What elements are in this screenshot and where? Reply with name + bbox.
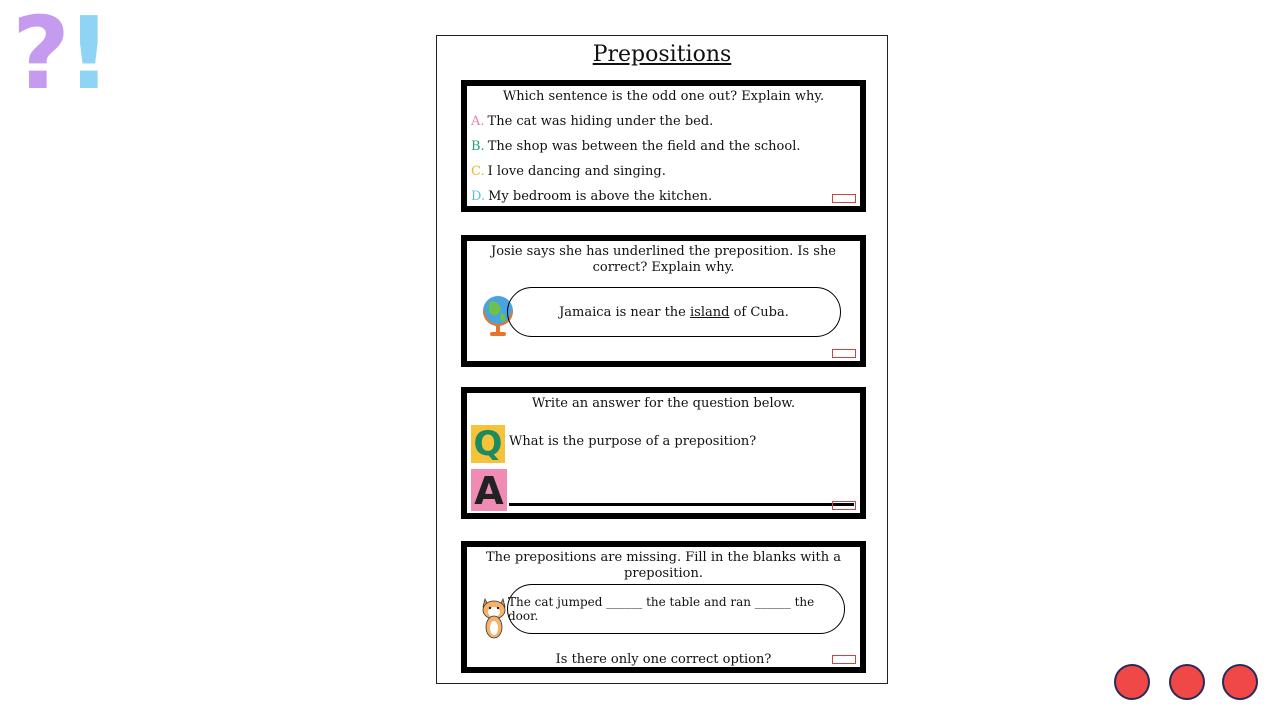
card-odd-one-out <box>461 80 866 212</box>
option-text: I love dancing and singing. <box>487 164 666 179</box>
option-text: My bedroom is above the kitchen. <box>488 189 713 204</box>
card-fill-blanks <box>461 541 866 673</box>
cat-icon <box>479 595 509 639</box>
q-letter-icon: Q <box>471 425 505 463</box>
brand-logo <box>832 655 856 664</box>
option-c <box>471 164 666 179</box>
option-letter: C. <box>471 164 485 179</box>
option-letter: B. <box>471 139 485 154</box>
exclamation-glyph: ! <box>66 0 108 112</box>
card-question: Which sentence is the odd one out? Explain why. <box>502 89 825 104</box>
question-exclamation-decoration <box>12 0 108 112</box>
option-a <box>471 114 713 129</box>
nav-dot-3[interactable] <box>1222 664 1258 700</box>
nav-dot-1[interactable] <box>1114 664 1150 700</box>
nav-dot-2[interactable] <box>1169 664 1205 700</box>
brand-logo <box>832 194 856 203</box>
brand-logo <box>832 501 856 510</box>
sentence-bubble <box>507 584 845 634</box>
card-underlined-preposition <box>461 235 866 367</box>
option-text: The cat was hiding under the bed. <box>487 114 714 129</box>
worksheet-page <box>436 35 888 684</box>
card-write-answer <box>461 387 866 519</box>
card-instruction: Write an answer for the question below. <box>531 396 796 411</box>
option-letter: A. <box>471 114 485 129</box>
followup-question: Is there only one correct option? <box>555 652 772 667</box>
sentence-start: Jamaica is near the <box>559 304 691 320</box>
option-b <box>471 139 801 154</box>
a-letter-icon: A <box>471 469 507 511</box>
answer-line[interactable] <box>509 503 854 506</box>
sentence-bubble <box>507 287 841 337</box>
option-d <box>471 189 712 204</box>
card-instruction: The prepositions are missing. Fill in the blanks with a preposition. <box>486 550 841 581</box>
sentence-text: The cat jumped ______ the table and ran ______ the door. <box>508 595 815 623</box>
brand-logo <box>832 349 856 358</box>
underlined-word: island <box>690 304 730 320</box>
card-question: What is the purpose of a preposition? <box>509 434 757 449</box>
card-question: Josie says she has underlined the preposition. Is she correct? Explain why. <box>490 244 837 275</box>
option-letter: D. <box>471 189 486 204</box>
sentence-end: of Cuba. <box>729 304 789 320</box>
option-text: The shop was between the field and the school. <box>487 139 801 154</box>
page-title: Prepositions <box>592 42 732 67</box>
question-mark-glyph: ? <box>12 0 67 112</box>
